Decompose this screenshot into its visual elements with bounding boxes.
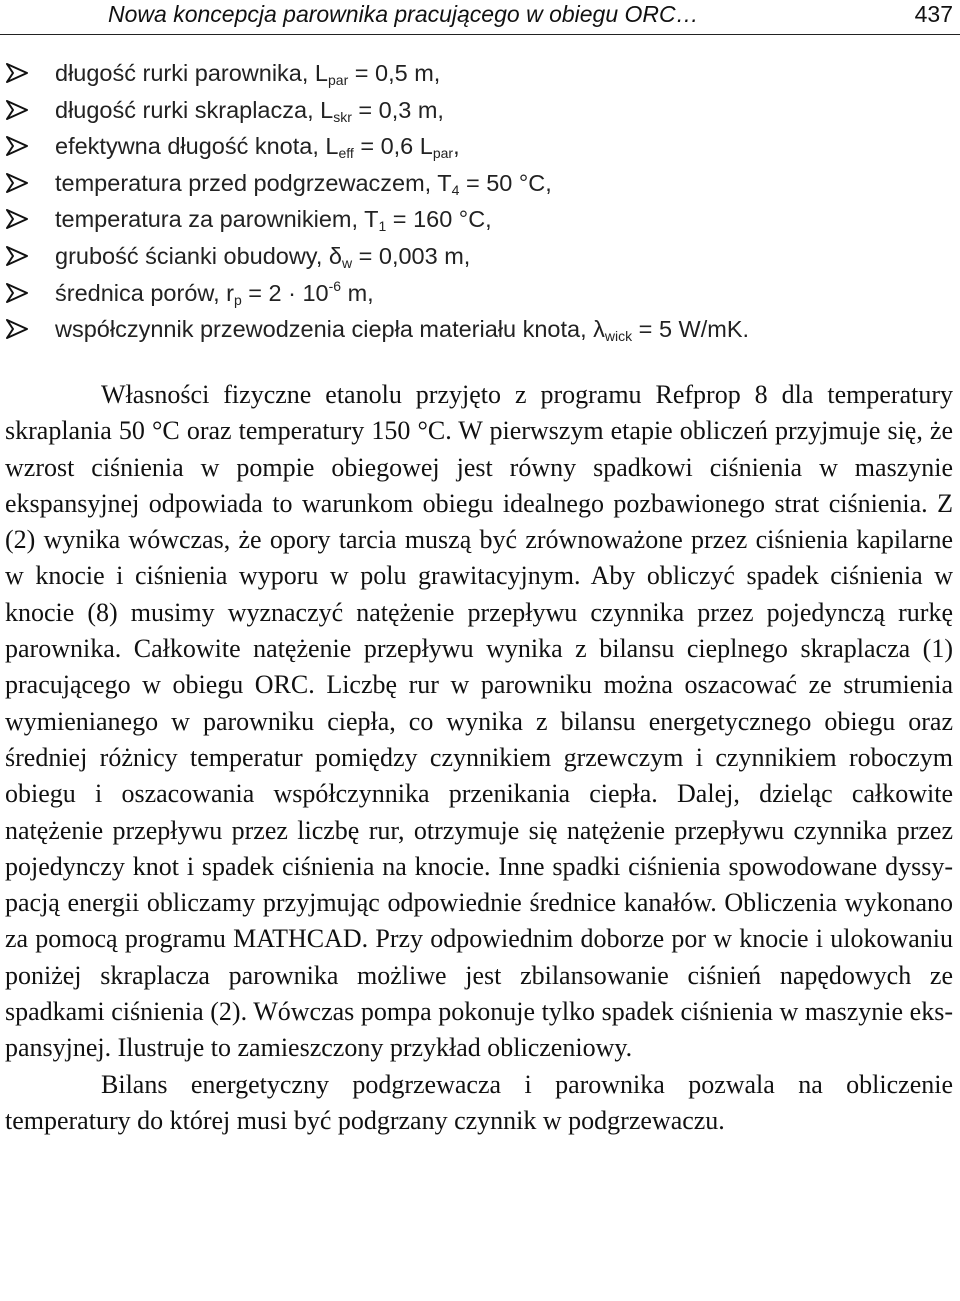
list-item [0,128,960,165]
item-text: = 0,003 m, [352,242,471,269]
arrow-bullet-icon [6,63,28,83]
item-text: = 5 W/mK. [632,316,750,343]
item-text: temperatura przed podgrzewaczem, T [55,169,452,196]
list-item [0,201,960,238]
item-text: długość rurki skraplacza, L [55,96,334,123]
body-text [5,377,953,1139]
running-header [0,0,960,35]
list-item [0,311,960,348]
subscript: 1 [378,218,387,235]
subscript: 4 [451,181,460,198]
item-text: = 2 · 10 [241,279,329,306]
paragraph: Własności fizyczne etanolu przyjęto z programu Refprop 8 dla temperatury skraplania 50 °C oraz temperatury 150 °C. W pierwszym etapie obliczeń przyjmuje się, że wzrost ciśnienia w pompie obiegowej jest równy spadkowi ciśnienia w maszynie ekspansyjnej odpowiada to warunkom obiegu idealnego pozbawionego strat ciśnienia. Z (2) wynika wówczas, że opory tarcia muszą być zrównoważone przez ciśnienia kapilarne w knocie i ciśnienia wyporu w polu grawitacyjnym. Aby obliczyć spadek ciśnienia w knocie (8) musimy wyznaczyć natężenie przepływu czynnika przez pojedynczą rurkę parownika. Całkowite natężenie przepływu wynika z bilansu cieplnego skraplacza (1) pracującego w obiegu ORC. Liczbę rur w parowniku można oszacować ze strumienia wymienianego w parowniku ciepła, co wynika z bilansu energetycznego obiegu oraz średniej różnicy temperatur pomiędzy czynnikiem grzewczym i czynnikiem roboczym obiegu i oszacowania współczynnika przenikania ciepła. Dalej, dzieląc całkowite natężenie przepływu przez liczbę rur, otrzymuje się natężenie przepływu czynnika przez pojedynczy knot i spadek ciśnienia na knocie. Inne spadki ciśnienia spowodowane dyssypacją energii obliczamy przyjmując odpowiednie średnice kanałów. Obliczenia wykonano za pomocą programu MATHCAD. Przy odpowiednim doborze por w knocie i ulokowaniu poniżej skraplacza parownika możliwe jest zbilansowanie ciśnień napędowych ze spadkami ciśnienia (2). Wówczas pompa pokonuje tylko spadek ciśnienia w maszynie ekspansyjnej. Ilustruje to zamieszczony przykład obliczeniowy. [5,380,953,1063]
item-text: = 160 °C, [386,206,492,233]
list-item [0,92,960,129]
list-item [0,165,960,202]
paragraph: Bilans energetyczny podgrzewacza i parownika pozwala na obliczenie temperatury do której musi być podgrzany czynnik w podgrzewaczu. [5,1069,953,1135]
item-text: współczynnik przewodzenia ciepła materiału knota, λ [55,316,605,343]
running-title: Nowa koncepcja parownika pracującego w obiegu ORC… [108,1,699,27]
page-number: 437 [914,1,953,27]
item-text: = 0,6 L [353,133,433,160]
item-text: temperatura za parownikiem, T [55,206,379,233]
superscript: -6 [328,277,342,294]
subscript: par [432,145,454,162]
list-item [0,55,960,92]
subscript: eff [338,145,354,162]
arrow-bullet-icon [6,319,28,339]
item-text: grubość ścianki obudowy, δ [55,242,342,269]
item-text: , [453,133,460,160]
list-item [0,238,960,275]
subscript: skr [333,108,352,125]
subscript: wick [604,328,633,345]
subscript: par [328,72,349,88]
arrow-bullet-icon [6,283,28,303]
subscript: w [341,254,353,271]
item-text: m, [341,279,374,306]
item-text: średnica porów, r [55,279,234,306]
list-item [0,275,960,312]
parameter-list [0,55,960,348]
item-text: = 0,5 m, [348,60,441,86]
subscript: p [233,291,242,308]
arrow-bullet-icon [6,100,28,120]
item-text: = 50 °C, [459,169,552,196]
arrow-bullet-icon [6,173,28,193]
item-text: długość rurki parownika, L [55,60,328,86]
item-text: efektywna długość knota, L [55,133,339,160]
arrow-bullet-icon [6,246,28,266]
arrow-bullet-icon [6,209,28,229]
item-text: = 0,3 m, [351,96,444,123]
arrow-bullet-icon [6,136,28,156]
